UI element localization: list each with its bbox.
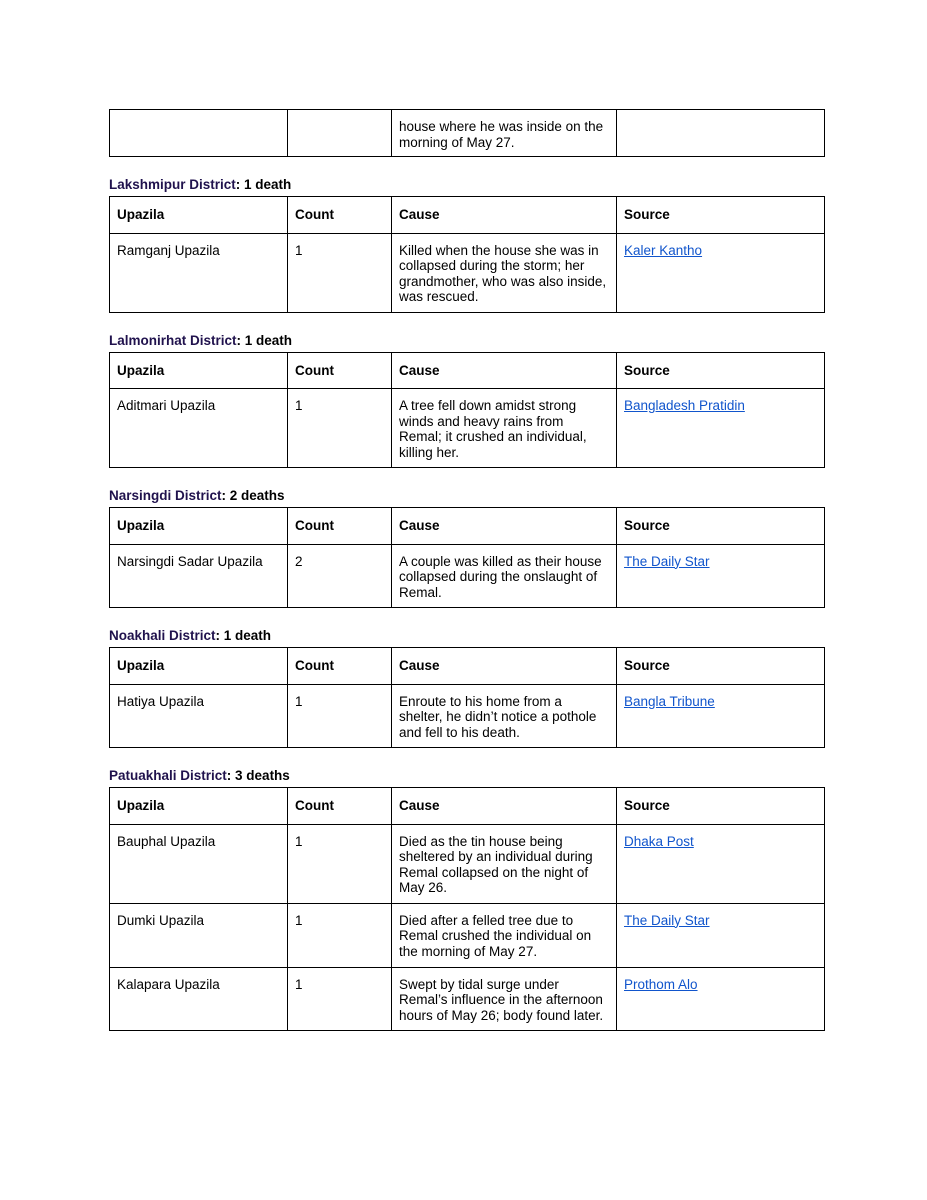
death-count: : 3 deaths [226,768,290,783]
table-row [110,389,825,468]
source-cell [617,903,825,967]
source-header: Source [617,508,825,545]
district-name: Lakshmipur District [109,177,236,192]
source-cell [617,967,825,1031]
section-heading [109,768,824,784]
count-header: Count [288,648,392,685]
header-row [110,197,825,234]
upazila-cell: Hatiya Upazila [110,684,288,748]
table-row [110,824,825,903]
upazila-cell: Aditmari Upazila [110,389,288,468]
cause-header: Cause [392,197,617,234]
district-name: Lalmonirhat District [109,332,237,348]
section-heading [109,628,824,644]
continuation-table [109,109,825,157]
header-row [110,352,825,389]
upazila-cell: Ramganj Upazila [110,233,288,312]
count-cell: 1 [288,684,392,748]
source-link[interactable]: The Daily Star [624,553,710,569]
district-name: Patuakhali District [109,768,227,783]
deaths-table [109,787,825,1031]
upazila-cell [110,110,288,157]
table-row [110,233,825,312]
source-cell [617,233,825,312]
death-count: : 1 death [215,628,272,643]
count-cell: 1 [288,967,392,1031]
source-cell [617,110,825,157]
count-header: Count [288,197,392,234]
cause-cell: Killed when the house she was in collapsed during the storm; her grandmother, who was also inside, was rescued. [392,233,617,312]
count-cell: 1 [288,903,392,967]
section-heading [109,177,824,193]
count-cell: 1 [288,824,392,903]
table-row [110,544,825,608]
death-count: : 2 deaths [221,488,285,503]
source-link[interactable]: The Daily Star [624,912,710,928]
death-count: : 1 death [236,332,293,348]
cause-cell: A tree fell down amidst strong winds and heavy rains from Remal; it crushed an individual, killing her. [392,389,617,468]
table-row [110,903,825,967]
header-row [110,508,825,545]
deaths-table [109,647,825,748]
table-row [110,967,825,1031]
count-cell: 1 [288,233,392,312]
cause-cell: Swept by tidal surge under Remal’s influence in the afternoon hours of May 26; body found later. [392,967,617,1031]
cause-cell: Died as the tin house being sheltered by an individual during Remal collapsed on the night of May 26. [392,824,617,903]
district-name: Narsingdi District [109,488,222,503]
source-header: Source [617,352,825,389]
source-link[interactable]: Prothom Alo [624,976,698,992]
section-heading [109,488,824,504]
source-link[interactable]: Bangladesh Pratidin [624,398,745,413]
header-row [110,648,825,685]
upazila-cell: Narsingdi Sadar Upazila [110,544,288,608]
upazila-cell: Dumki Upazila [110,903,288,967]
deaths-table [109,507,825,608]
cause-header: Cause [392,788,617,825]
upazila-header: Upazila [110,508,288,545]
source-cell [617,684,825,748]
document-page [109,109,824,1031]
cause-header: Cause [392,648,617,685]
cause-cell: house where he was inside on the morning of May 27. [392,110,617,157]
deaths-table [109,196,825,313]
cause-cell: A couple was killed as their house collapsed during the onslaught of Remal. [392,544,617,608]
upazila-header: Upazila [110,788,288,825]
upazila-cell: Kalapara Upazila [110,967,288,1031]
upazila-header: Upazila [110,197,288,234]
source-header: Source [617,648,825,685]
count-cell: 2 [288,544,392,608]
source-cell [617,824,825,903]
source-link[interactable]: Dhaka Post [624,833,694,849]
section-heading [109,333,824,349]
source-link[interactable]: Kaler Kantho [624,242,703,258]
cause-header: Cause [392,352,617,389]
cause-cell: Died after a felled tree due to Remal crushed the individual on the morning of May 27. [392,903,617,967]
source-header: Source [617,788,825,825]
count-header: Count [288,508,392,545]
count-cell [288,110,392,157]
table-row [110,684,825,748]
upazila-header: Upazila [110,352,288,389]
source-link[interactable]: Bangla Tribune [624,693,715,709]
cause-header: Cause [392,508,617,545]
header-row [110,788,825,825]
upazila-cell: Bauphal Upazila [110,824,288,903]
count-header: Count [288,352,392,389]
count-cell: 1 [288,389,392,468]
source-cell [617,544,825,608]
deaths-table [109,352,825,469]
upazila-header: Upazila [110,648,288,685]
death-count: : 1 death [235,177,292,192]
source-header: Source [617,197,825,234]
table-row [110,110,825,157]
district-name: Noakhali District [109,628,216,643]
cause-cell: Enroute to his home from a shelter, he didn’t notice a pothole and fell to his death. [392,684,617,748]
count-header: Count [288,788,392,825]
source-cell [617,389,825,468]
